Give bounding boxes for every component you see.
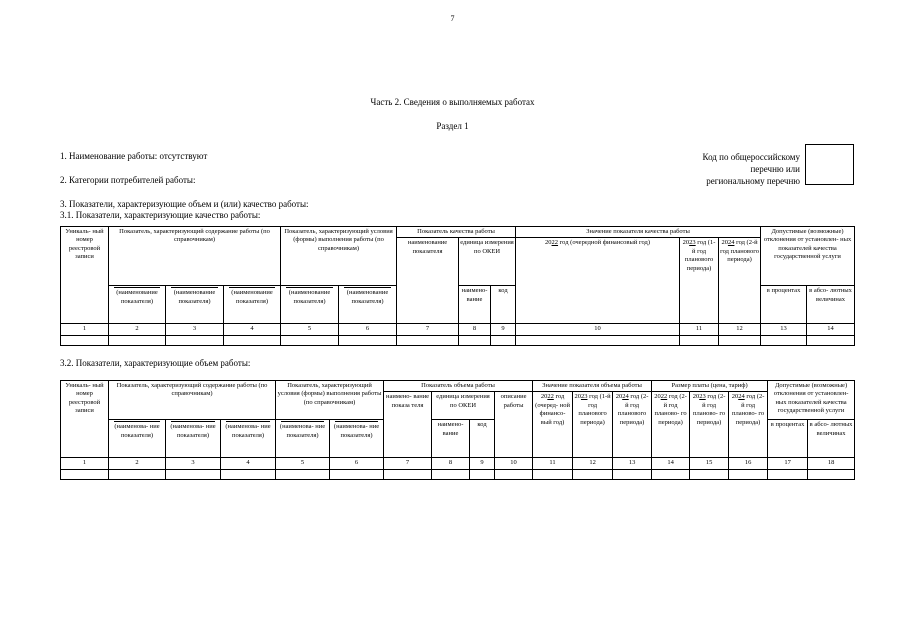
header-year3: 2024 год (2-й год планового периода) [719, 238, 761, 324]
col-num: 5 [281, 324, 339, 335]
cell[interactable] [491, 335, 516, 345]
col-num: 3 [166, 324, 224, 335]
col-num: 8 [432, 458, 470, 469]
subheader-name-3: (наименование показателя) [224, 286, 281, 324]
col-num: 1 [61, 458, 109, 469]
cell[interactable] [807, 335, 855, 345]
part-title: Часть 2. Сведения о выполняемых работах [370, 97, 535, 107]
volume-table [60, 380, 855, 480]
column-numbers-row [61, 458, 855, 469]
subheader-name-2: (наименование показателя) [166, 286, 224, 324]
header-absolute: в абсо- лютных величинах [808, 420, 855, 458]
col-num: 14 [807, 324, 855, 335]
section-title: Раздел 1 [436, 121, 469, 131]
col-num: 3 [166, 458, 221, 469]
header-description: описание работы [495, 392, 533, 458]
col-num: 11 [680, 324, 719, 335]
header-percent: в процентах [761, 286, 807, 324]
subheader-name-5: (наименование показателя) [339, 286, 397, 324]
cell[interactable] [719, 335, 761, 345]
table-row [61, 335, 855, 345]
page-number: 7 [450, 14, 455, 23]
header-deviation: Допустимые (возможные) отклонения от установлен- ных показателей качества государственной услуги [768, 381, 855, 420]
subheader-name-1: (наименова- ние показателя) [109, 420, 166, 458]
cell[interactable] [224, 335, 281, 345]
subheader-name-2: (наименова- ние показателя) [166, 420, 221, 458]
col-num: 4 [224, 324, 281, 335]
cell[interactable] [516, 335, 680, 345]
header-unit-name: наимено- вание [459, 286, 491, 324]
header-volume-year2: 2023 год (1-й год планового периода) [573, 392, 613, 458]
col-num: 2 [109, 458, 166, 469]
header-reg-number: Уникаль- ный номер реестровой записи [61, 227, 109, 324]
col-num: 10 [516, 324, 680, 335]
col-num: 14 [652, 458, 690, 469]
cell[interactable] [281, 335, 339, 345]
header-price-year3: 2024 год (2-й год планово- го периода) [729, 392, 768, 458]
header-volume-indicator: Показатель объема работы [384, 381, 533, 392]
subheader-name-4: (наименование показателя) [281, 286, 339, 324]
subheader-name-3: (наименова- ние показателя) [221, 420, 276, 458]
col-num: 15 [690, 458, 729, 469]
indicators-title: 3. Показатели, характеризующие объем и (или) качество работы: [60, 199, 309, 209]
column-numbers-row [61, 324, 855, 335]
cell[interactable] [276, 469, 330, 479]
subheader-name-4: (наименова- ние показателя) [276, 420, 330, 458]
col-num: 5 [276, 458, 330, 469]
col-num: 17 [768, 458, 808, 469]
col-num: 6 [339, 324, 397, 335]
subheader-name-5: (наименова- ние показателя) [330, 420, 384, 458]
code-label: Код по общероссийскому перечню или региональному перечню [702, 152, 800, 186]
subheader-name-1: (наименование показателя) [109, 286, 166, 324]
header-unit-code: код [470, 420, 495, 458]
cell[interactable] [808, 469, 855, 479]
header-quality-value: Значение показателя качества работы [516, 227, 761, 238]
col-num: 2 [109, 324, 166, 335]
cell[interactable] [690, 469, 729, 479]
cell[interactable] [330, 469, 384, 479]
cell[interactable] [221, 469, 276, 479]
header-unit-name: наимено- вание [432, 420, 470, 458]
header-indicator-name: наимено- вание показа теля [384, 392, 432, 458]
col-num: 11 [533, 458, 573, 469]
header-conditions: Показатель, характеризующий условия (формы) выполнения работы (по справочникам) [281, 227, 397, 286]
cell[interactable] [166, 469, 221, 479]
cell[interactable] [761, 335, 807, 345]
header-percent: в процентах [768, 420, 808, 458]
header-deviation: Допустимые (возможные) отклонения от установлен- ных показателей качества государственной услуги [761, 227, 855, 286]
col-num: 9 [470, 458, 495, 469]
header-conditions: Показатель, характеризующий условия (формы) выполнения работы (по справочникам) [276, 381, 384, 420]
header-unit-code: код [491, 286, 516, 324]
cell[interactable] [432, 469, 470, 479]
cell[interactable] [384, 469, 432, 479]
cell[interactable] [729, 469, 768, 479]
col-num: 10 [495, 458, 533, 469]
header-price-year1: 2022 год (2-й год планово- го периода) [652, 392, 690, 458]
col-num: 7 [384, 458, 432, 469]
cell[interactable] [109, 469, 166, 479]
cell[interactable] [459, 335, 491, 345]
header-absolute: в абсо- лютных величинах [807, 286, 855, 324]
quality-table [60, 226, 855, 346]
col-num: 4 [221, 458, 276, 469]
col-num: 13 [761, 324, 807, 335]
col-num: 12 [719, 324, 761, 335]
header-year1: 2022 год (очередной финансовый год) [516, 238, 680, 324]
header-unit: единица измерения по ОКЕИ [432, 392, 495, 420]
header-volume-year3: 2024 год (2-й год планового периода) [613, 392, 652, 458]
cell[interactable] [680, 335, 719, 345]
col-num: 8 [459, 324, 491, 335]
header-content: Показатель, характеризующий содержание работы (по справочникам) [109, 381, 276, 420]
cell[interactable] [652, 469, 690, 479]
col-num: 16 [729, 458, 768, 469]
header-volume-year1: 2022 год (очеред- ной финансо- вый год) [533, 392, 573, 458]
col-num: 1 [61, 324, 109, 335]
col-num: 13 [613, 458, 652, 469]
header-price-year2: 2023 год (2-й год планово- го периода) [690, 392, 729, 458]
cell[interactable] [397, 335, 459, 345]
cell[interactable] [61, 469, 109, 479]
cell[interactable] [573, 469, 613, 479]
col-num: 18 [808, 458, 855, 469]
work-name: 1. Наименование работы: отсутствуют [60, 151, 208, 161]
header-price: Размер платы (цена, тариф) [652, 381, 768, 392]
col-num: 6 [330, 458, 384, 469]
col-num: 7 [397, 324, 459, 335]
cell[interactable] [61, 335, 109, 345]
header-indicator-name: наименование показателя [397, 238, 459, 324]
cell[interactable] [339, 335, 397, 345]
header-volume-value: Значение показателя объема работы [533, 381, 652, 392]
cell[interactable] [166, 335, 224, 345]
cell[interactable] [613, 469, 652, 479]
cell[interactable] [533, 469, 573, 479]
table-row [61, 469, 855, 479]
cell[interactable] [470, 469, 495, 479]
consumers-label: 2. Категории потребителей работы: [60, 175, 196, 185]
col-num: 12 [573, 458, 613, 469]
header-quality-indicator: Показатель качества работы [397, 227, 516, 238]
volume-title: 3.2. Показатели, характеризующие объем работы: [60, 358, 251, 368]
header-content: Показатель, характеризующий содержание работы (по справочникам) [109, 227, 281, 286]
header-reg-number: Уникаль- ный номер реестровой записи [61, 381, 109, 458]
cell[interactable] [109, 335, 166, 345]
code-box[interactable] [805, 144, 854, 185]
header-year2: 2023 год (1-й год планового периода) [680, 238, 719, 324]
col-num: 9 [491, 324, 516, 335]
cell[interactable] [768, 469, 808, 479]
cell[interactable] [495, 469, 533, 479]
header-unit: единица измерения по ОКЕИ [459, 238, 516, 286]
quality-title: 3.1. Показатели, характеризующие качество работы: [60, 210, 261, 220]
